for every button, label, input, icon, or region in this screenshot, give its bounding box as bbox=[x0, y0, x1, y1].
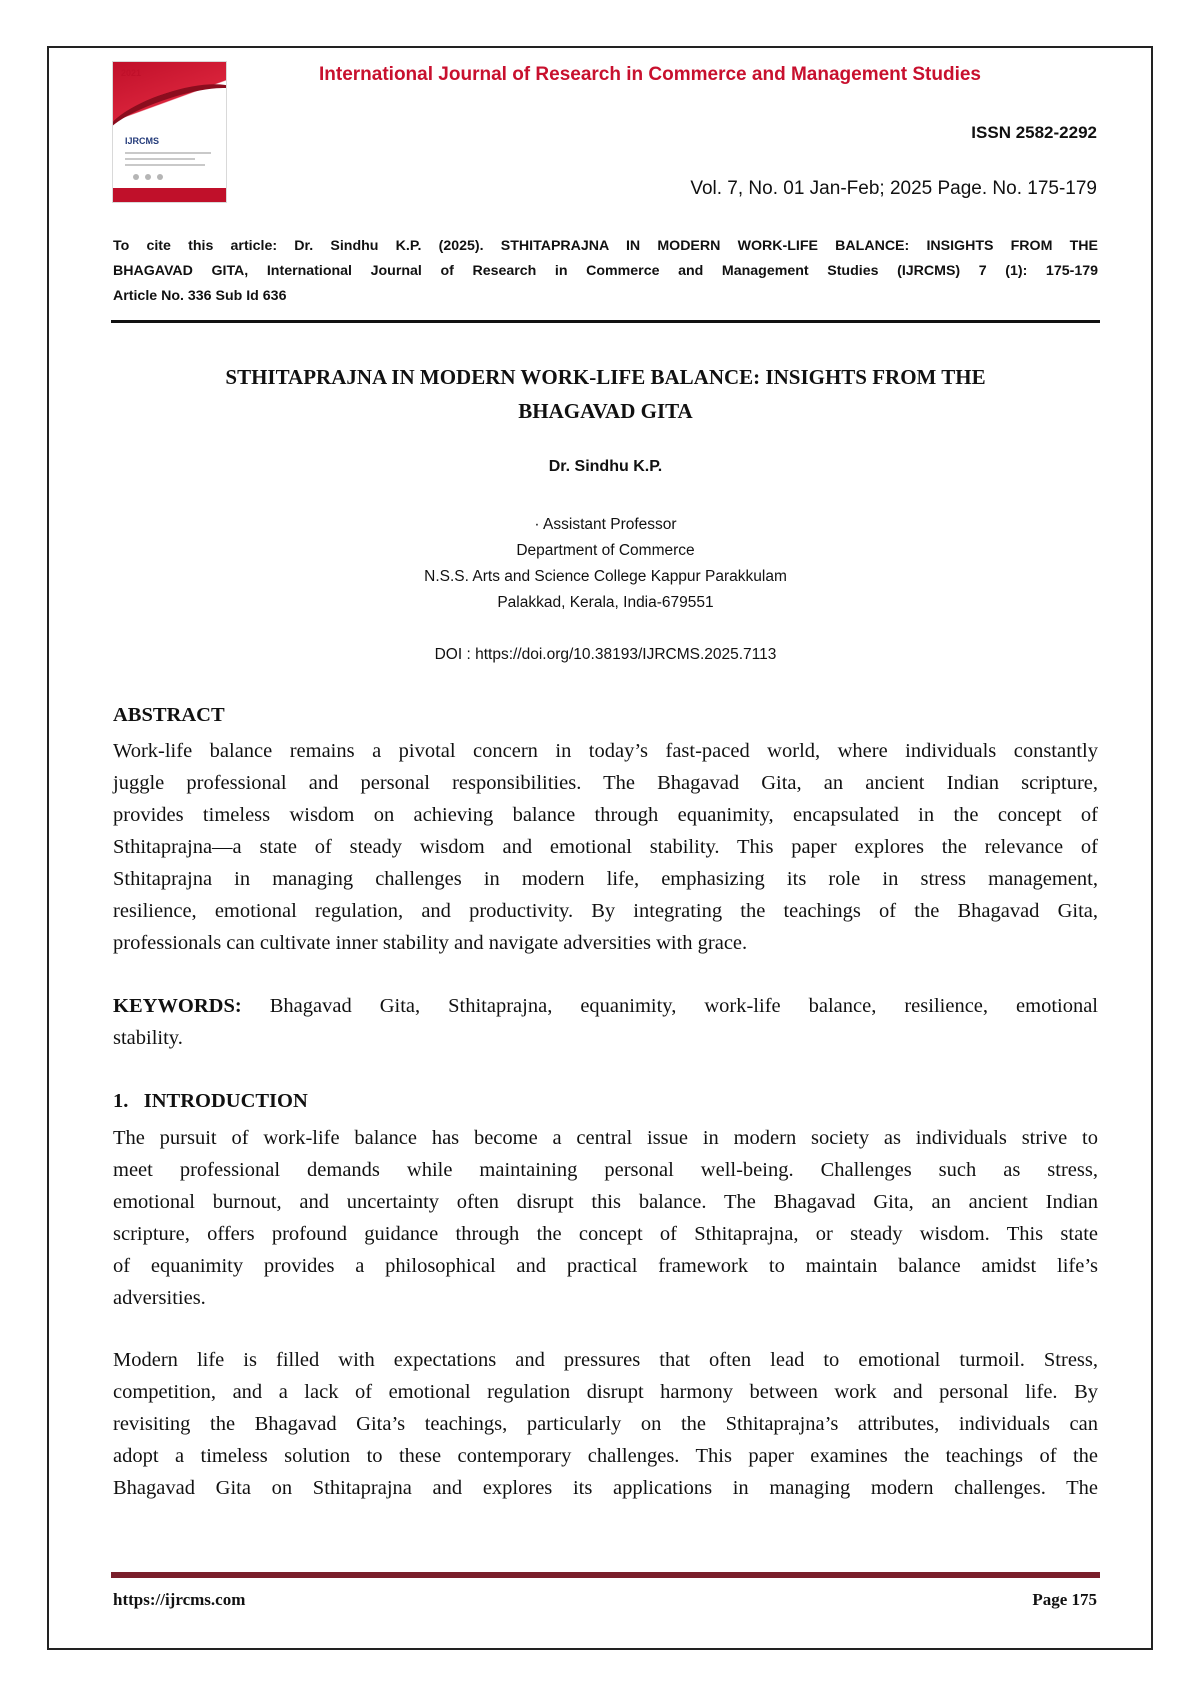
paragraph-line: emotional burnout, and uncertainty often disrupt this balance. The Bhagavad Gita, an ancient Indian bbox=[113, 1191, 1098, 1213]
cover-dot bbox=[157, 174, 163, 180]
cover-text-line bbox=[125, 164, 205, 166]
abstract-line: provides timeless wisdom on achieving balance through equanimity, encapsulated in the concept of bbox=[113, 804, 1098, 826]
page-number: Page 175 bbox=[1032, 1590, 1097, 1609]
paragraph-line: The pursuit of work-life balance has become a central issue in modern society as individuals strive to bbox=[113, 1127, 1098, 1149]
abstract-text bbox=[113, 735, 1098, 959]
abstract-line: professionals can cultivate inner stability and navigate adversities with grace. bbox=[113, 932, 748, 954]
paper-title-line: STHITAPRAJNA IN MODERN WORK-LIFE BALANCE: INSIGHTS FROM THE bbox=[225, 365, 986, 389]
doi: DOI : https://doi.org/10.38193/IJRCMS.2025.7113 bbox=[434, 646, 777, 663]
abstract-line: juggle professional and personal responsibilities. The Bhagavad Gita, an ancient Indian scripture, bbox=[113, 772, 1098, 794]
keywords-line bbox=[113, 990, 1098, 1022]
cover-dot bbox=[145, 174, 151, 180]
introduction-paragraph bbox=[113, 1344, 1098, 1504]
keywords-line: stability. bbox=[113, 1027, 183, 1049]
keywords-block bbox=[113, 990, 1098, 1054]
paragraph-line: adversities. bbox=[113, 1287, 206, 1309]
footer-divider bbox=[111, 1572, 1100, 1578]
affiliation-line: Palakkad, Kerala, India-679551 bbox=[497, 594, 714, 611]
keywords-label: KEYWORDS: bbox=[113, 995, 242, 1017]
paragraph-line: meet professional demands while maintaining personal well-being. Challenges such as stress, bbox=[113, 1159, 1098, 1181]
paragraph-line: adopt a timeless solution to these contemporary challenges. This paper examines the teachings of the bbox=[113, 1445, 1098, 1467]
paper-title-line: BHAGAVAD GITA bbox=[518, 399, 693, 423]
affiliation-line: · Assistant Professor bbox=[534, 516, 677, 533]
paragraph-line: Bhagavad Gita on Sthitaprajna and explores its applications in managing modern challenges. The bbox=[113, 1477, 1098, 1499]
cover-text-line bbox=[125, 152, 211, 154]
abstract-line: Sthitaprajna in managing challenges in modern life, emphasizing its role in stress management, bbox=[113, 868, 1098, 890]
cover-logo: IJRCMS bbox=[125, 136, 160, 146]
header-divider bbox=[111, 320, 1100, 323]
cover-year: 2021 bbox=[121, 68, 142, 78]
volume-info: Vol. 7, No. 01 Jan-Feb; 2025 Page. No. 175-179 bbox=[690, 178, 1097, 199]
paragraph-line: revisiting the Bhagavad Gita’s teachings, particularly on the Sthitaprajna’s attributes, individuals can bbox=[113, 1413, 1098, 1435]
journal-title: International Journal of Research in Commerce and Management Studies bbox=[319, 64, 981, 85]
abstract-line: Sthitaprajna—a state of steady wisdom and emotional stability. This paper explores the relevance of bbox=[113, 836, 1098, 858]
citation-line: BHAGAVAD GITA, International Journal of Research in Commerce and Management Studies (IJRCMS) 7 (1): 175-179 bbox=[113, 263, 1098, 279]
paragraph-line: of equanimity provides a philosophical and practical framework to maintain balance amidst life’s bbox=[113, 1255, 1098, 1277]
journal-cover-image bbox=[113, 62, 226, 202]
paragraph-line: competition, and a lack of emotional regulation disrupt harmony between work and personal life. By bbox=[113, 1381, 1098, 1403]
citation-block bbox=[113, 234, 1098, 309]
author-name: Dr. Sindhu K.P. bbox=[548, 458, 663, 475]
issn: ISSN 2582-2292 bbox=[971, 123, 1097, 142]
abstract-heading: ABSTRACT bbox=[113, 704, 225, 726]
cover-footer-band bbox=[113, 188, 226, 202]
citation-line: To cite this article: Dr. Sindhu K.P. (2025). STHITAPRAJNA IN MODERN WORK-LIFE BALANCE: INSIGHTS FROM THE bbox=[113, 238, 1098, 254]
cover-dot bbox=[133, 174, 139, 180]
citation-line: Article No. 336 Sub Id 636 bbox=[113, 288, 287, 304]
abstract-line: Work-life balance remains a pivotal concern in today’s fast-paced world, where individuals constantly bbox=[113, 740, 1098, 762]
abstract-line: resilience, emotional regulation, and productivity. By integrating the teachings of the Bhagavad Gita, bbox=[113, 900, 1098, 922]
cover-text-line bbox=[125, 158, 195, 160]
introduction-paragraph bbox=[113, 1122, 1098, 1314]
footer-website-link[interactable]: https://ijrcms.com bbox=[113, 1590, 246, 1609]
keywords-list: Bhagavad Gita, Sthitaprajna, equanimity, work-life balance, resilience, emotional bbox=[269, 995, 1099, 1017]
introduction-heading: 1. INTRODUCTION bbox=[113, 1090, 308, 1112]
paragraph-line: Modern life is filled with expectations and pressures that often lead to emotional turmoil. Stress, bbox=[113, 1349, 1098, 1371]
author-affiliation bbox=[113, 512, 1098, 616]
paper-title bbox=[113, 360, 1098, 428]
paragraph-line: scripture, offers profound guidance through the concept of Sthitaprajna, or steady wisdom. This state bbox=[113, 1223, 1098, 1245]
affiliation-line: N.S.S. Arts and Science College Kappur Parakkulam bbox=[424, 568, 787, 585]
affiliation-line: Department of Commerce bbox=[516, 542, 695, 559]
